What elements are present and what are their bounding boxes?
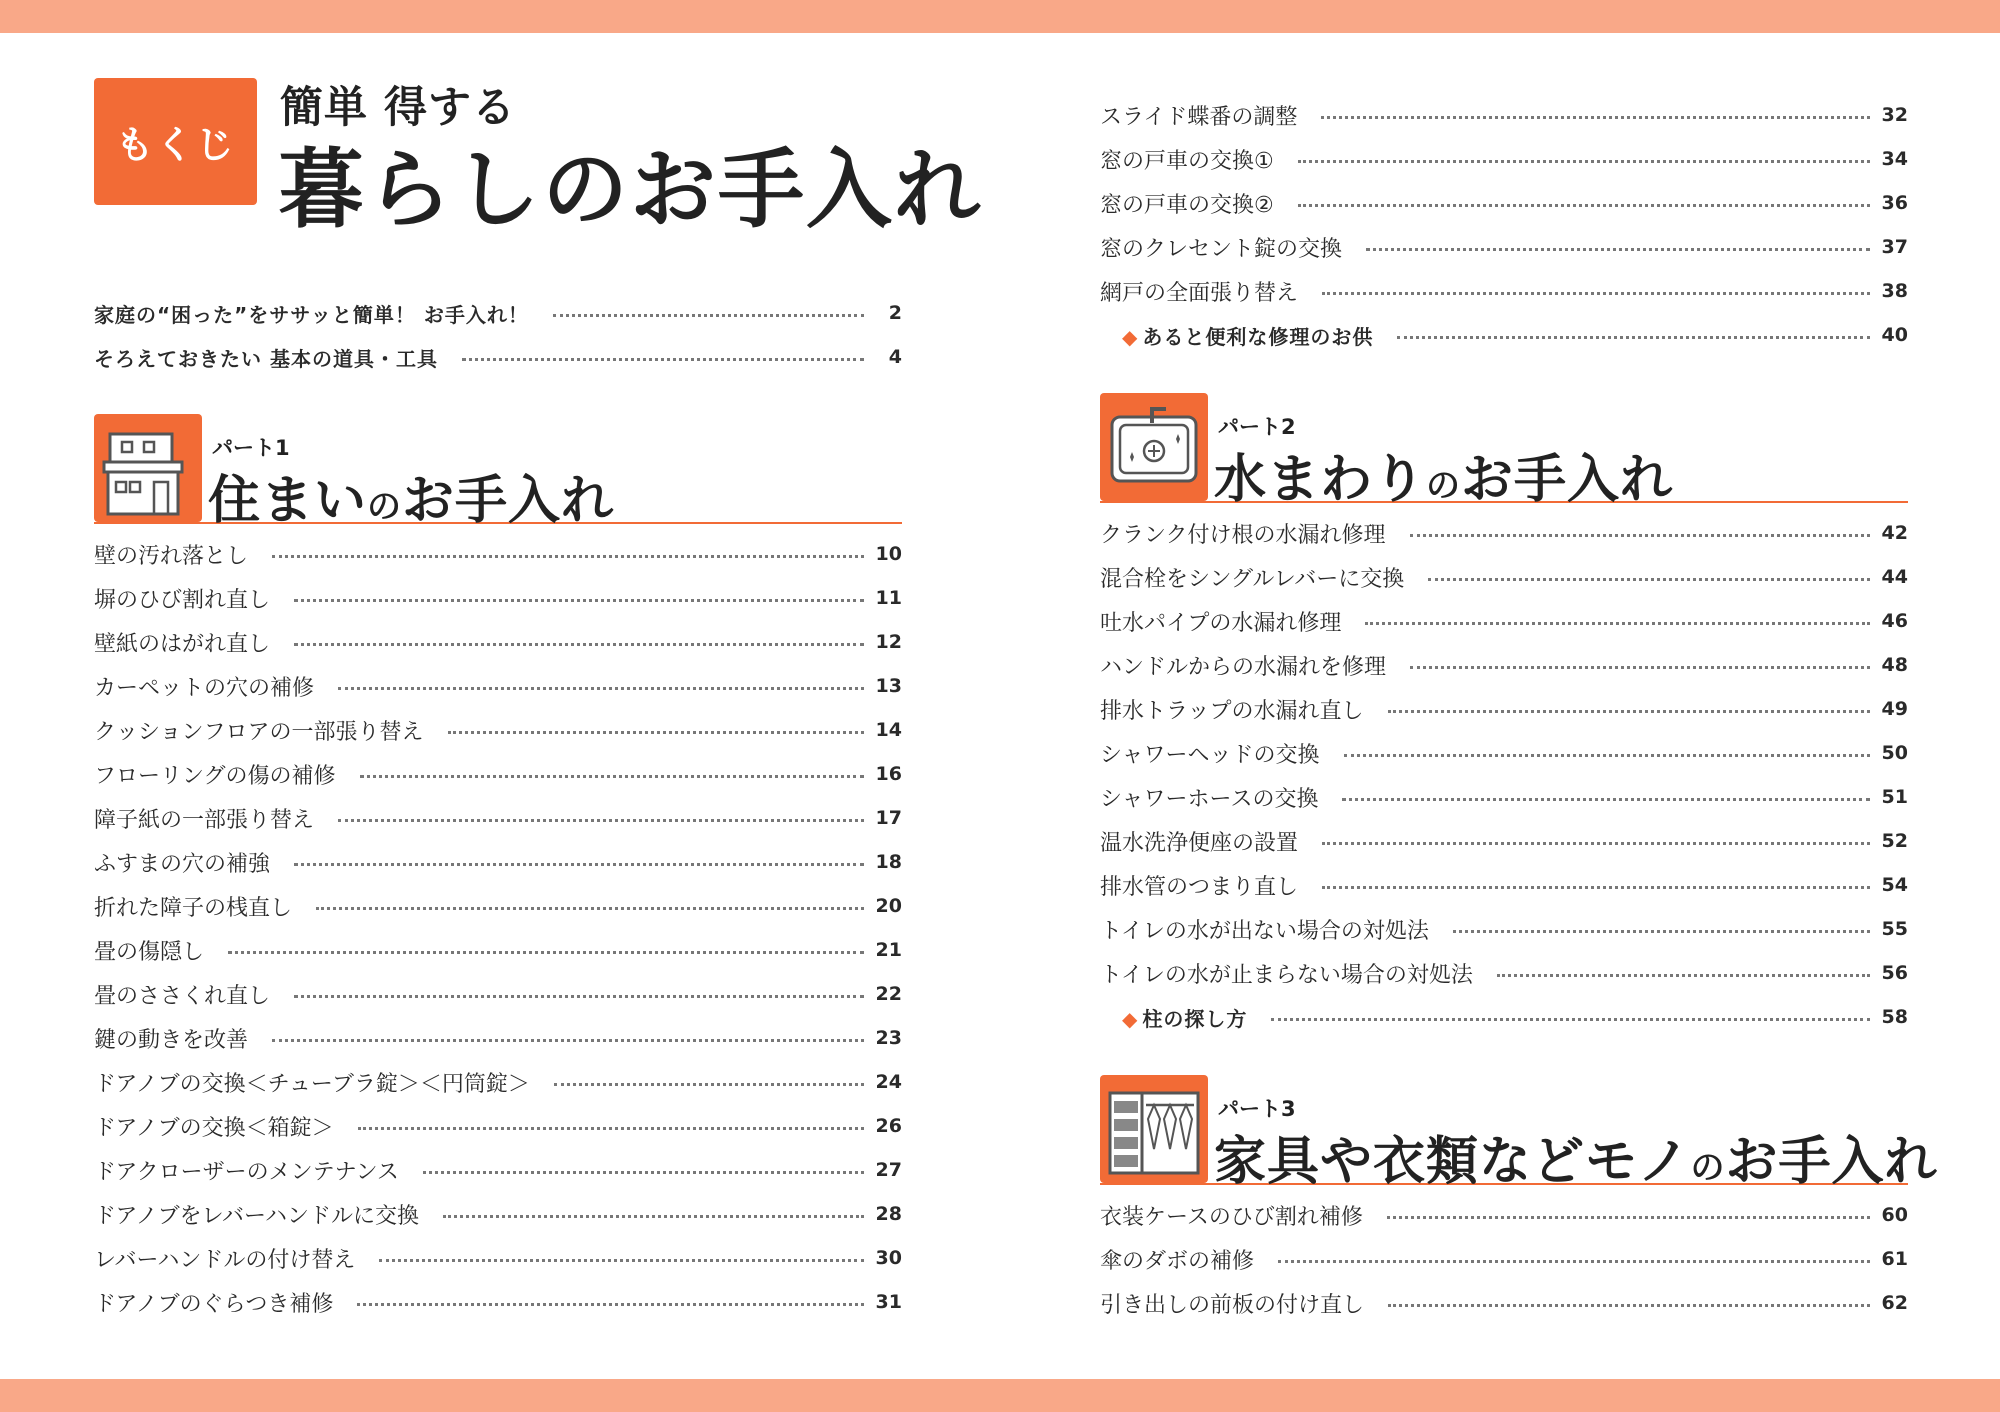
toc-page: 56 <box>1881 962 1908 984</box>
toc-page: 42 <box>1881 522 1908 544</box>
toc-page: 14 <box>875 719 902 741</box>
toc-label: 畳のささくれ直し <box>94 983 271 1009</box>
dot-leader <box>1388 710 1870 713</box>
toc-page: 50 <box>1881 742 1908 764</box>
toc-note-label <box>1100 1003 1247 1032</box>
toc-row[interactable] <box>1100 98 1908 132</box>
toc-note-label <box>1100 321 1373 350</box>
toc-page: 20 <box>875 895 902 917</box>
part-title-particle: の <box>1690 1148 1726 1188</box>
toc-label: スライド蝶番の調整 <box>1100 104 1298 130</box>
toc-label: トイレの水が止まらない場合の対処法 <box>1100 962 1473 988</box>
toc-note-text: あると便利な修理のお供 <box>1142 324 1374 349</box>
book-title: 暮らしのお手入れ <box>278 140 982 240</box>
toc-label: 障子紙の一部張り替え <box>94 807 315 833</box>
toc-label: 壁紙のはがれ直し <box>94 631 271 657</box>
toc-page: 62 <box>1881 1292 1908 1314</box>
toc-label: カーペットの穴の補修 <box>94 675 315 701</box>
toc-label: 窓のクレセント錠の交換 <box>1100 236 1343 262</box>
toc-label: ドアノブをレバーハンドルに交換 <box>94 1203 419 1229</box>
dot-leader <box>360 775 864 778</box>
diamond-icon: ◆ <box>1122 324 1139 349</box>
dot-leader <box>379 1259 863 1262</box>
part-title-main: 水まわり <box>1214 450 1427 510</box>
diamond-icon: ◆ <box>1122 1006 1139 1031</box>
toc-row[interactable] <box>1100 230 1908 264</box>
dot-leader <box>554 1083 864 1086</box>
toc-row[interactable] <box>1100 824 1908 858</box>
dot-leader <box>357 1303 863 1306</box>
part-title <box>1214 1119 1938 1194</box>
toc-page: 36 <box>1881 192 1908 214</box>
toc-row[interactable] <box>94 845 902 879</box>
toc-page: 13 <box>875 675 902 697</box>
toc-label: レバーハンドルの付け替え <box>94 1247 356 1273</box>
dot-leader <box>1388 1304 1870 1307</box>
toc-row[interactable] <box>1100 692 1908 726</box>
dot-leader <box>1387 1216 1870 1219</box>
toc-row[interactable] <box>1100 1286 1908 1320</box>
toc-page: 51 <box>1881 786 1908 808</box>
toc-row[interactable] <box>94 581 902 615</box>
toc-label: 排水管のつまり直し <box>1100 874 1299 900</box>
toc-label: 鍵の動きを改善 <box>94 1027 249 1053</box>
dot-leader <box>423 1171 864 1174</box>
toc-row[interactable] <box>94 1197 902 1231</box>
dot-leader <box>1322 292 1870 295</box>
dot-leader <box>294 995 864 998</box>
toc-label: 折れた障子の桟直し <box>94 895 293 921</box>
toc-label: 塀のひび割れ直し <box>94 587 271 613</box>
toc-page: 44 <box>1881 566 1908 588</box>
toc-label: ドアノブの交換＜箱錠＞ <box>94 1115 334 1141</box>
toc-label: 畳の傷隠し <box>94 939 205 965</box>
toc-page: 27 <box>875 1159 902 1181</box>
toc-row[interactable] <box>94 340 902 374</box>
toc-label: 傘のダボの補修 <box>1100 1248 1255 1274</box>
part-title-end: お手入れ <box>1461 450 1674 510</box>
toc-page: 10 <box>875 543 902 565</box>
book-subtitle: 簡単 得する <box>280 83 516 133</box>
toc-row[interactable] <box>94 889 902 923</box>
dot-leader <box>338 687 864 690</box>
dot-leader <box>272 555 864 558</box>
part-number: パート3 <box>1218 1097 1296 1121</box>
toc-label: シャワーヘッドの交換 <box>1100 742 1320 768</box>
toc-row[interactable] <box>94 933 902 967</box>
toc-label: 排水トラップの水漏れ直し <box>1100 698 1364 724</box>
toc-label: ドアクローザーのメンテナンス <box>94 1159 399 1185</box>
toc-row[interactable] <box>1100 516 1908 550</box>
toc-label: 混合栓をシングルレバーに交換 <box>1100 566 1405 592</box>
toc-page: 40 <box>1881 324 1908 346</box>
toc-page: 49 <box>1881 698 1908 720</box>
dot-leader <box>272 1039 864 1042</box>
toc-row[interactable] <box>1100 186 1908 220</box>
toc-page: 4 <box>888 346 902 368</box>
part-number: パート1 <box>212 436 290 460</box>
contents-badge: もくじ <box>94 78 257 205</box>
dot-leader <box>1410 666 1870 669</box>
dot-leader <box>1321 116 1869 119</box>
toc-page: 46 <box>1881 610 1908 632</box>
bottom-band <box>0 1379 2000 1412</box>
toc-page: 54 <box>1881 874 1908 896</box>
toc-row[interactable] <box>1100 274 1908 308</box>
toc-row[interactable] <box>1100 142 1908 176</box>
toc-label: そろえておきたい 基本の道具・工具 <box>94 346 438 371</box>
part-number: パート2 <box>1218 415 1296 439</box>
toc-label: 家庭の“困った”をササッと簡単！ お手入れ！ <box>94 302 529 327</box>
part-title-particle: の <box>1426 466 1462 506</box>
toc-row[interactable] <box>94 1021 902 1055</box>
dot-leader <box>1497 974 1870 977</box>
toc-row[interactable] <box>94 713 902 747</box>
top-band <box>0 0 2000 33</box>
toc-row[interactable] <box>94 537 902 571</box>
toc-note-text: 柱の探し方 <box>1142 1006 1248 1031</box>
toc-page: 55 <box>1881 918 1908 940</box>
toc-label: クランク付け根の水漏れ修理 <box>1100 522 1386 548</box>
toc-page: 58 <box>1881 1006 1908 1028</box>
toc-label: 温水洗浄便座の設置 <box>1100 830 1299 856</box>
part-title-end: お手入れ <box>402 471 615 531</box>
dot-leader <box>294 599 864 602</box>
dot-leader <box>553 314 864 317</box>
toc-row[interactable] <box>94 977 902 1011</box>
dot-leader <box>1271 1018 1869 1021</box>
toc-row[interactable] <box>94 296 902 330</box>
toc-label: 壁の汚れ落とし <box>94 543 249 569</box>
dot-leader <box>1322 842 1870 845</box>
dot-leader <box>1410 534 1870 537</box>
toc-row[interactable] <box>1100 604 1908 638</box>
toc-page: 52 <box>1881 830 1908 852</box>
toc-label: 窓の戸車の交換① <box>1100 148 1274 174</box>
toc-row[interactable] <box>94 625 902 659</box>
toc-page: 30 <box>875 1247 902 1269</box>
toc-label: フローリングの傷の補修 <box>94 763 336 789</box>
toc-row[interactable] <box>94 1153 902 1187</box>
toc-label: 吐水パイプの水漏れ修理 <box>1100 610 1342 636</box>
toc-page: 60 <box>1881 1204 1908 1226</box>
toc-page: 22 <box>875 983 902 1005</box>
toc-label: トイレの水が出ない場合の対処法 <box>1100 918 1429 944</box>
dot-leader <box>338 819 864 822</box>
part-title-main: 家具や衣類などモノ <box>1214 1132 1691 1192</box>
toc-row[interactable] <box>1100 1242 1908 1276</box>
toc-page: 17 <box>875 807 902 829</box>
toc-row[interactable] <box>1100 780 1908 814</box>
dot-leader <box>462 358 864 361</box>
part-title-main: 住まい <box>208 471 368 531</box>
toc-row[interactable] <box>1100 560 1908 594</box>
dot-leader <box>294 863 864 866</box>
toc-label: ドアノブのぐらつき補修 <box>94 1291 334 1317</box>
toc-label: ふすまの穴の補強 <box>94 851 271 877</box>
dot-leader <box>358 1127 864 1130</box>
part-title <box>208 458 614 533</box>
dot-leader <box>1453 930 1870 933</box>
dot-leader <box>316 907 864 910</box>
part-title-particle: の <box>367 487 403 527</box>
toc-page: 21 <box>875 939 902 961</box>
house-icon <box>94 414 202 522</box>
toc-page: 16 <box>875 763 902 785</box>
toc-page: 31 <box>875 1291 902 1313</box>
toc-page: 38 <box>1881 280 1908 302</box>
toc-label: ハンドルからの水漏れを修理 <box>1100 654 1387 680</box>
toc-page: 2 <box>888 302 902 324</box>
toc-page: 23 <box>875 1027 902 1049</box>
toc-page: 48 <box>1881 654 1908 676</box>
dot-leader <box>1322 886 1870 889</box>
toc-label: 網戸の全面張り替え <box>1100 280 1299 306</box>
toc-row[interactable] <box>1100 912 1908 946</box>
toc-label: 引き出しの前板の付け直し <box>1100 1292 1365 1318</box>
toc-note-row[interactable] <box>1100 1000 1908 1034</box>
dot-leader <box>1278 1260 1870 1263</box>
toc-page: 32 <box>1881 104 1908 126</box>
toc-page: 34 <box>1881 148 1908 170</box>
closet-icon <box>1100 1075 1208 1183</box>
dot-leader <box>443 1215 864 1218</box>
toc-page: 61 <box>1881 1248 1908 1270</box>
toc-page: 11 <box>875 587 902 609</box>
dot-leader <box>448 731 864 734</box>
part1-header <box>94 414 902 531</box>
toc-row[interactable] <box>1100 868 1908 902</box>
toc-label: シャワーホースの交換 <box>1100 786 1319 812</box>
toc-page: 37 <box>1881 236 1908 258</box>
toc-page: 18 <box>875 851 902 873</box>
dot-leader <box>228 951 864 954</box>
dot-leader <box>1366 248 1870 251</box>
part-title <box>1214 437 1673 512</box>
toc-row[interactable] <box>1100 956 1908 990</box>
toc-label: クッションフロアの一部張り替え <box>94 719 424 745</box>
toc-row[interactable] <box>94 757 902 791</box>
toc-row[interactable] <box>94 1109 902 1143</box>
part2-header <box>1100 393 1908 510</box>
toc-row[interactable] <box>94 801 902 835</box>
dot-leader <box>1342 798 1869 801</box>
toc-row[interactable] <box>1100 648 1908 682</box>
toc-page: 12 <box>875 631 902 653</box>
toc-page: 26 <box>875 1115 902 1137</box>
toc-label: 衣装ケースのひび割れ補修 <box>1100 1204 1363 1230</box>
toc-label: ドアノブの交換＜チューブラ錠＞＜円筒錠＞ <box>94 1071 530 1097</box>
dot-leader <box>1397 336 1869 339</box>
toc-row[interactable] <box>94 1065 902 1099</box>
toc-page: 28 <box>875 1203 902 1225</box>
dot-leader <box>1298 204 1870 207</box>
part3-header <box>1100 1075 1938 1192</box>
dot-leader <box>1344 754 1870 757</box>
toc-row[interactable] <box>1100 736 1908 770</box>
dot-leader <box>1298 160 1870 163</box>
toc-row[interactable] <box>94 1241 902 1275</box>
dot-leader <box>294 643 864 646</box>
dot-leader <box>1365 622 1869 625</box>
part-title-end: お手入れ <box>1725 1132 1938 1192</box>
toc-row[interactable] <box>94 1285 902 1319</box>
toc-note-row[interactable] <box>1100 318 1908 352</box>
sink-icon <box>1100 393 1208 501</box>
toc-row[interactable] <box>94 669 902 703</box>
toc-row[interactable] <box>1100 1198 1908 1232</box>
toc-page: 24 <box>875 1071 902 1093</box>
toc-label: 窓の戸車の交換② <box>1100 192 1274 218</box>
dot-leader <box>1428 578 1869 581</box>
